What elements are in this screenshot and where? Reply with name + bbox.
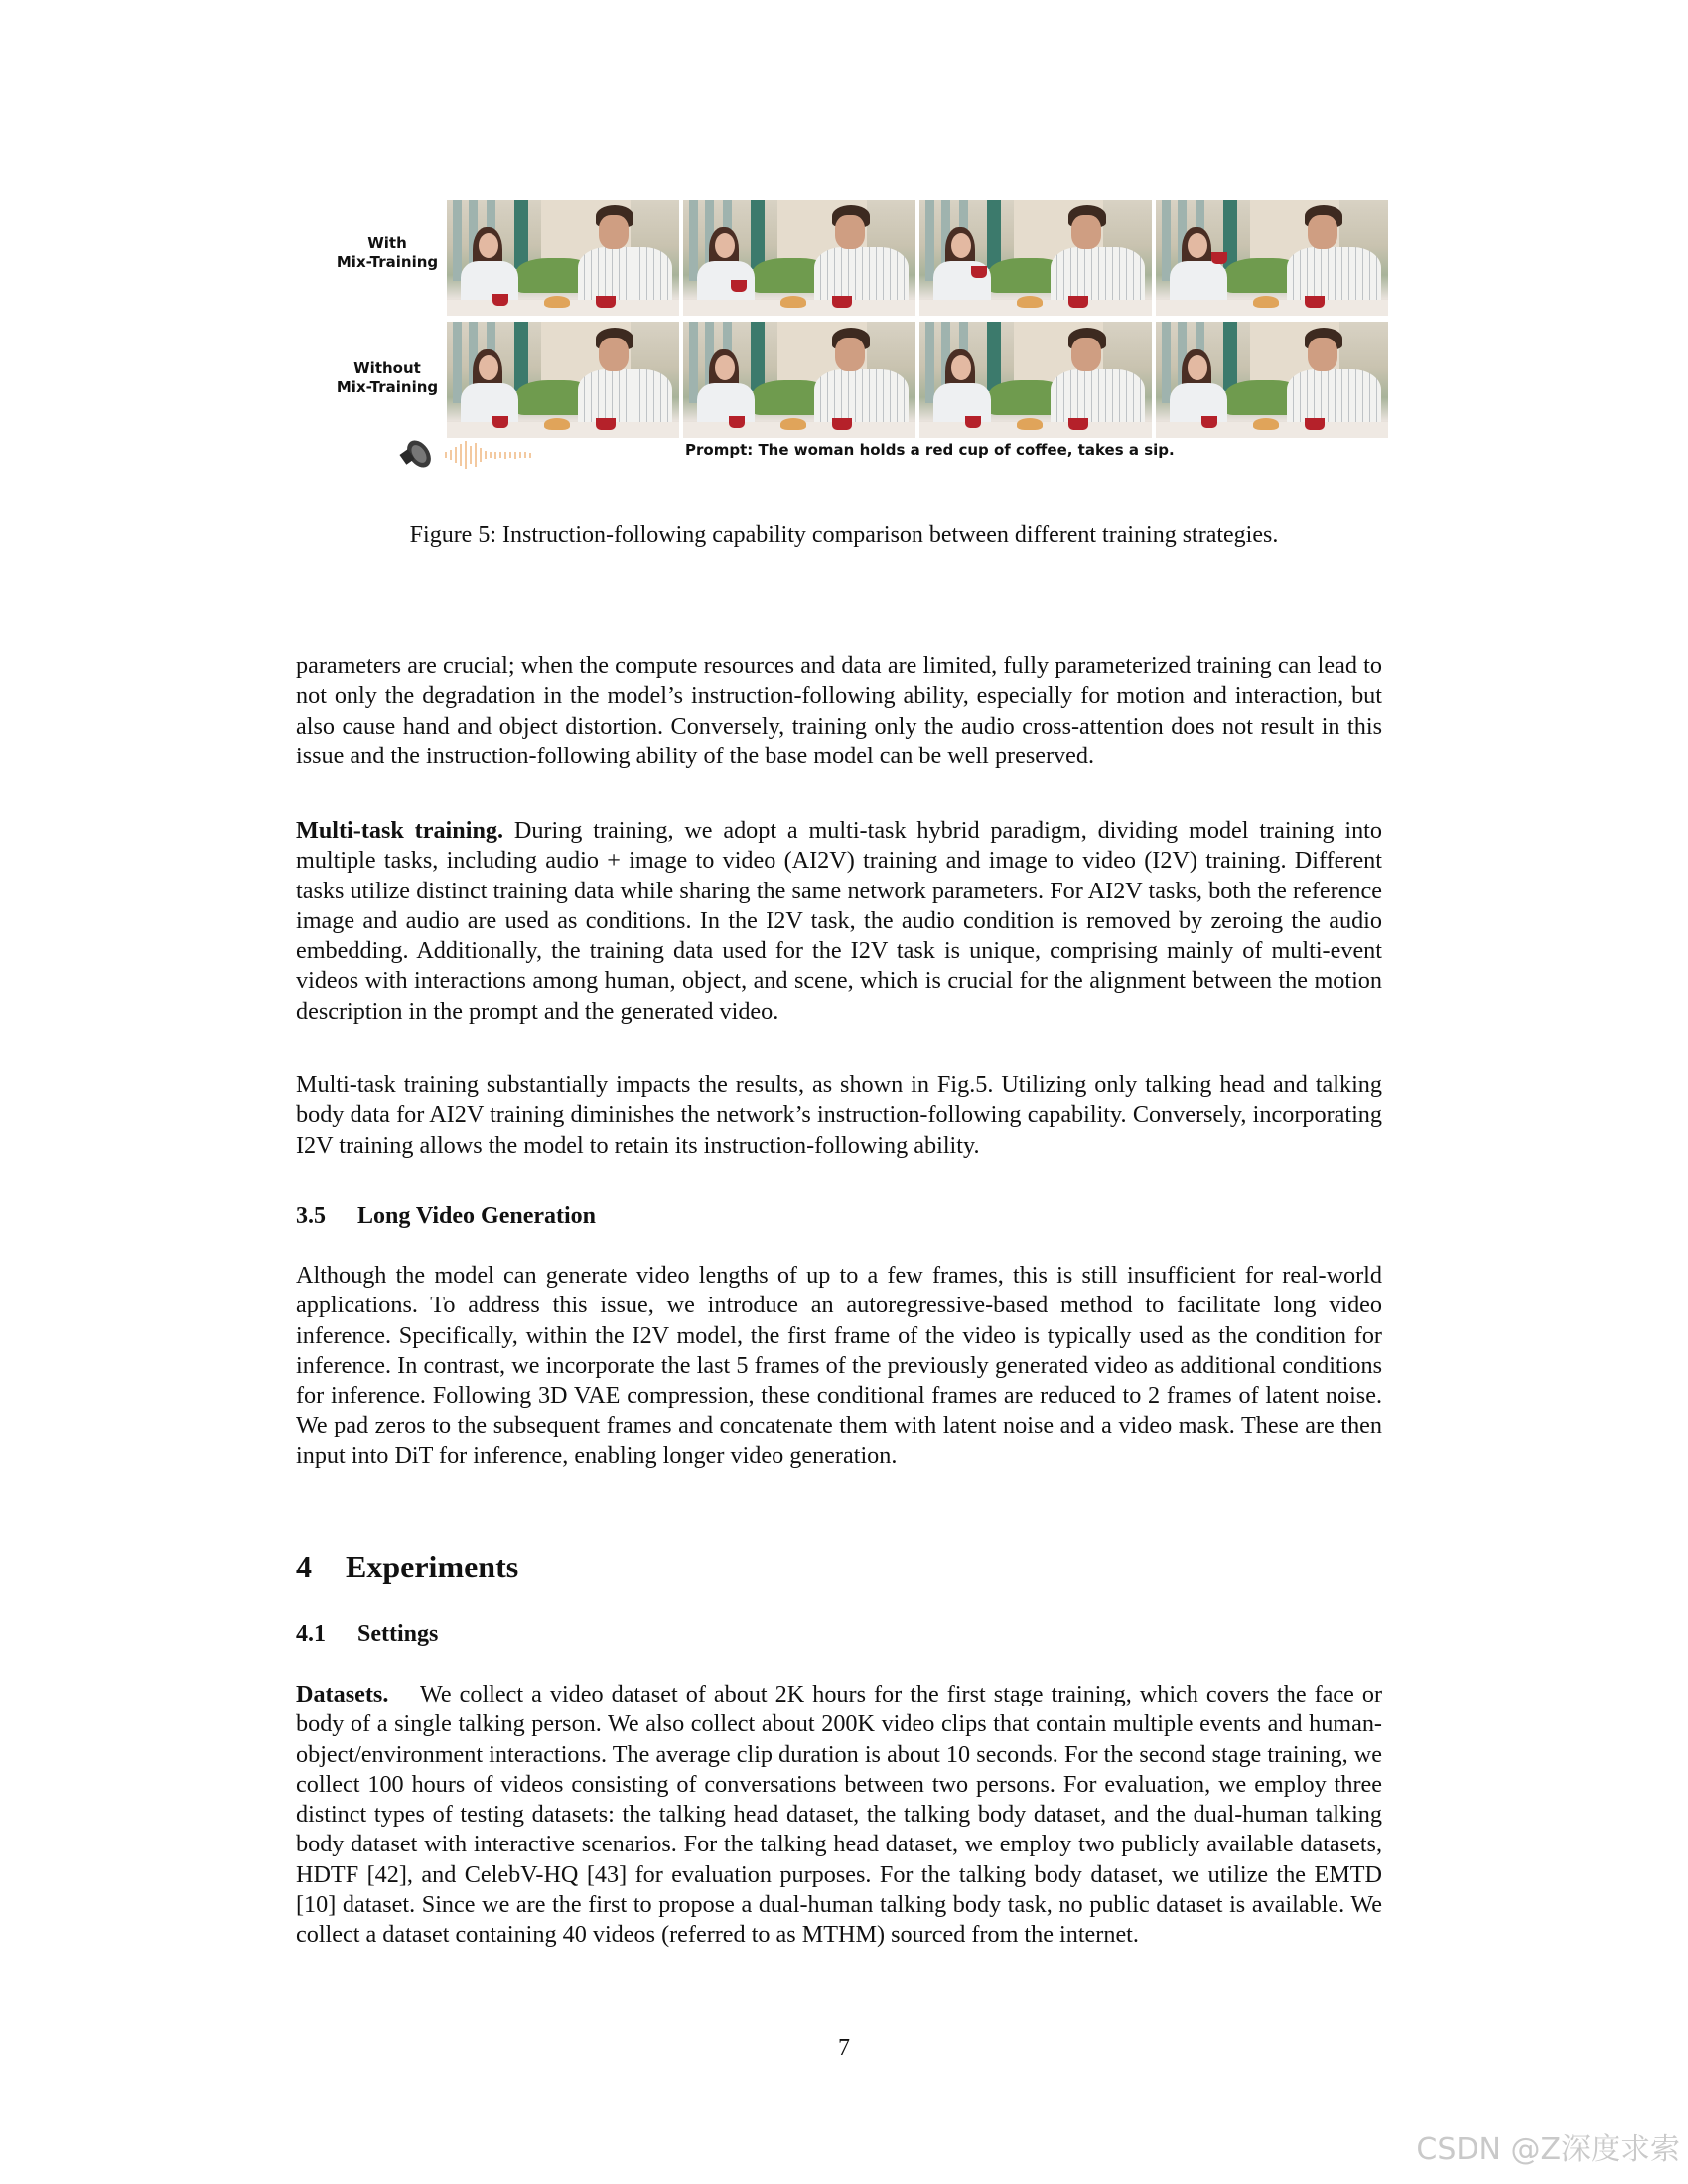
paragraph-lead: Multi-task training. <box>296 817 504 844</box>
row-label-line: Mix-Training <box>336 378 439 396</box>
figure-prompt: Prompt: The woman holds a red cup of coffee, takes a sip. <box>685 441 1175 459</box>
section-heading-4 <box>296 1549 518 1585</box>
row-label-line: With <box>367 234 407 252</box>
paragraph-multi-task-training <box>296 816 1382 1026</box>
video-frame <box>683 322 915 438</box>
section-heading-4-1 <box>296 1621 438 1648</box>
paragraph-multi-task-impact: Multi-task training substantially impacts the results, as shown in Fig.5. Utilizing only talking head and talking body data for AI2V training diminishes the network’s instruction-following capability. Conversely, incorporating I2V training allows the model to retain its instruction-following ability. <box>296 1071 1382 1159</box>
section-number: 4 <box>296 1549 312 1584</box>
video-frame <box>919 322 1152 438</box>
video-frame <box>447 322 679 438</box>
paragraph-lead: Datasets. <box>296 1681 389 1707</box>
video-frame <box>1156 322 1388 438</box>
section-number: 4.1 <box>296 1621 326 1647</box>
paragraph-text: We collect a video dataset of about 2K hours for the first stage training, which covers the face or body of a single talking person. We also collect about 200K video clips that contain multiple events and human-object/environment interactions. The average clip duration is about 10 seconds. For the second stage training, we collect 100 hours of videos consisting of conversations between two persons. For evaluation, we employ three distinct types of testing datasets: the talking head dataset, the talking body dataset, and the dual-human talking body dataset with interactive scenarios. For the talking head dataset, we employ two publicly available datasets, HDTF [42], and CelebV-HQ [43] for evaluation purposes. For the talking body dataset, we utilize the EMTD [10] dataset. Since we are the first to propose a dual-human talking body task, no public dataset is available. We collect a dataset containing 40 videos (referred to as MTHM) sourced from the internet. <box>296 1681 1389 1949</box>
row-label-line: Without <box>353 359 421 377</box>
row-label-line: Mix-Training <box>336 253 439 271</box>
page-number: 7 <box>838 2035 850 2061</box>
section-number: 3.5 <box>296 1203 326 1229</box>
section-title: Experiments <box>346 1549 519 1584</box>
paragraph-datasets <box>296 1680 1389 1951</box>
row-label-with-mix-training <box>328 234 447 272</box>
audio-waveform-icon <box>445 440 531 470</box>
section-heading-3-5 <box>296 1203 596 1230</box>
section-title: Settings <box>357 1621 439 1647</box>
video-frame <box>919 200 1152 316</box>
video-frame <box>683 200 915 316</box>
video-frame <box>1156 200 1388 316</box>
paragraph-long-video: Although the model can generate video lengths of up to a few frames, this is still insufficient for real-world applications. To address this issue, we introduce an autoregressive-based method to facilitate long video inference. Specifically, within the I2V model, the first frame of the video is typically used as the condition for inference. In contrast, we incorporate the last 5 frames of the previously generated video as additional conditions for inference. Following 3D VAE compression, these conditional frames are reduced to 2 frames of latent noise. We pad zeros to the subsequent frames and concatenate them with latent noise and a video mask. These are then input into DiT for inference, enabling longer video generation. <box>296 1262 1382 1469</box>
speaker-icon <box>397 437 433 471</box>
paragraph-parameters: parameters are crucial; when the compute resources and data are limited, fully parameterized training can lead to not only the degradation in the model’s instruction-following ability, especially for motion and interaction, but also cause hand and object distortion. Conversely, training only the audio cross-attention does not result in this issue and the instruction-following ability of the base model can be well preserved. <box>296 652 1382 769</box>
watermark: CSDN @Z深度求索 <box>1416 2132 1680 2167</box>
paragraph-text: During training, we adopt a multi-task hybrid paradigm, dividing model training into multiple tasks, including audio + image to video (AI2V) training and image to video (I2V) training. Different tasks utilize distinct training data while sharing the same network parameters. For AI2V tasks, both the reference image and audio are used as conditions. In the I2V task, the audio condition is removed by zeroing the audio embedding. Additionally, the training data used for the I2V task is unique, comprising mainly of multi-event videos with interactions among human, object, and scene, which is crucial for the alignment between the motion description in the prompt and the generated video. <box>296 817 1382 1024</box>
figure-caption: Figure 5: Instruction-following capability comparison between different training strategies. <box>409 522 1279 548</box>
row-label-without-mix-training <box>328 359 447 397</box>
video-frame <box>447 200 679 316</box>
section-title: Long Video Generation <box>357 1203 597 1229</box>
